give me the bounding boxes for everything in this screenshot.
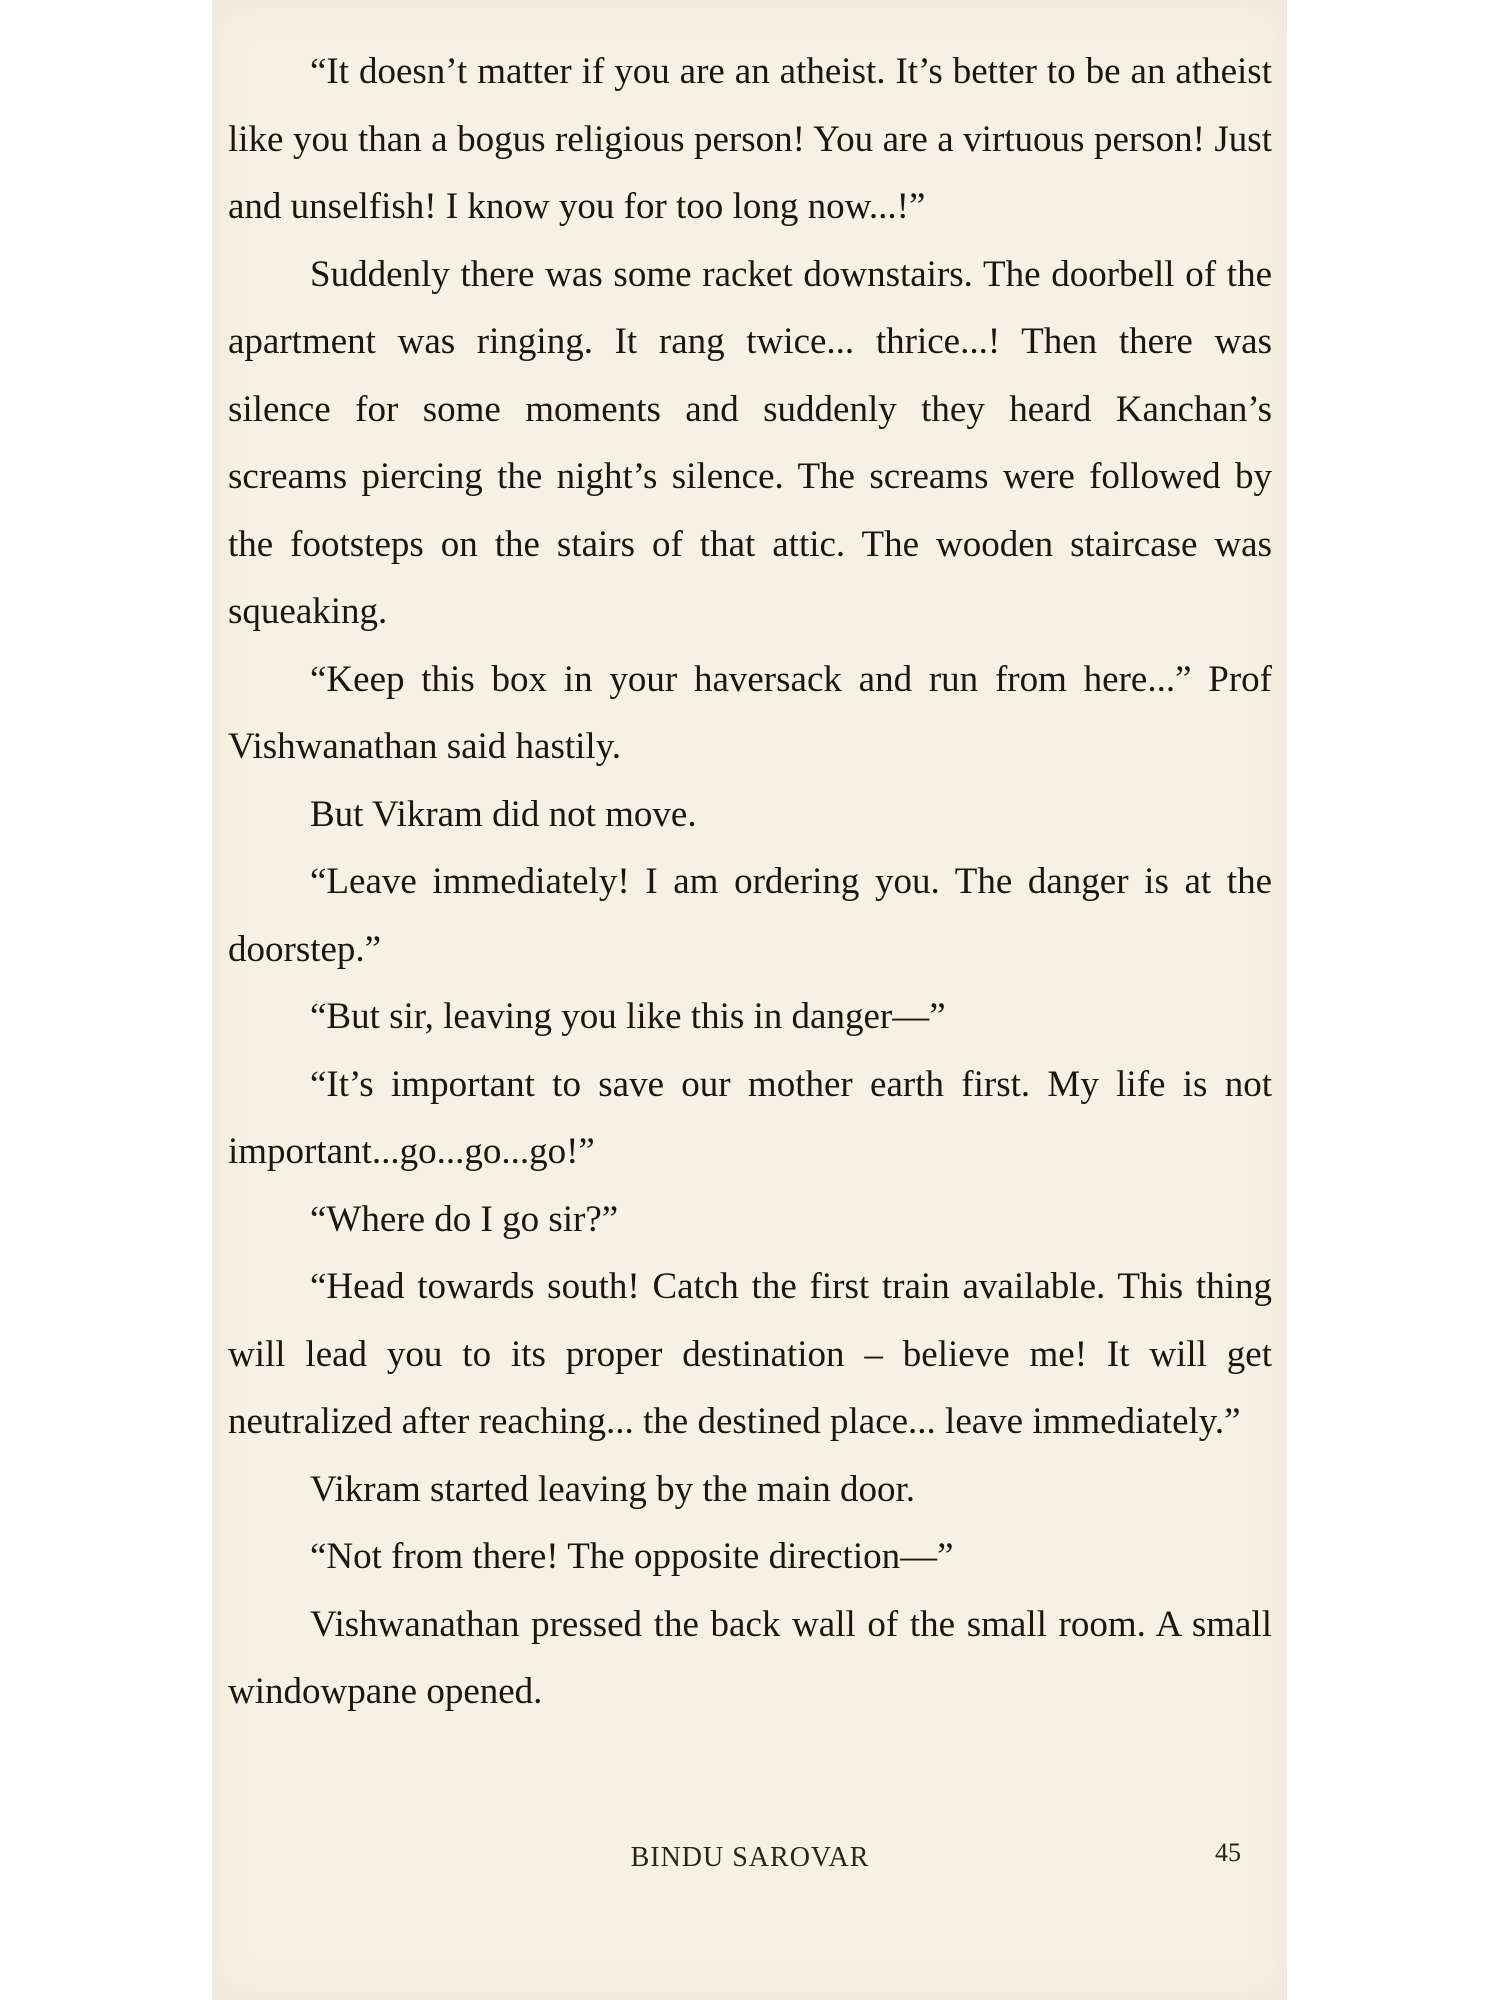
paragraph: “Keep this box in your haversack and run from here...” Prof Vishwanathan said hastily. [228, 658, 1272, 767]
paragraph: “Leave immediately! I am ordering you. The danger is at the doorstep.” [228, 861, 1272, 970]
body-text [228, 38, 1272, 1726]
paragraph: Suddenly there was some racket downstairs. The doorbell of the apartment was ringing. It rang twice... thrice...! Then there was silence for some moments and suddenly they heard Kanchan’s screams piercing the night’s silence. The screams were followed by the footsteps on the stairs of that attic. The wooden staircase was squeaking. [228, 253, 1272, 632]
paragraph: “It doesn’t matter if you are an atheist. It’s better to be an atheist like you than a bogus religious person! You are a virtuous person! Just and unselfish! I know you for too long now...!” [228, 51, 1272, 227]
paragraph: Vishwanathan pressed the back wall of the small room. A small windowpane opened. [228, 1603, 1272, 1712]
paragraph: “Where do I go sir?” [310, 1198, 619, 1240]
paragraph: Vikram started leaving by the main door. [310, 1468, 916, 1510]
paragraph: “Not from there! The opposite direction—” [310, 1536, 954, 1577]
paragraph: “But sir, leaving you like this in danger—” [310, 996, 946, 1037]
paragraph: “It’s important to save our mother earth first. My life is not important...go...go...go!” [228, 1063, 1272, 1172]
running-footer-title: BINDU SAROVAR [630, 1842, 870, 1873]
page-number: 45 [1215, 1838, 1241, 1867]
paragraph: But Vikram did not move. [310, 793, 697, 835]
paragraph: “Head towards south! Catch the first train available. This thing will lead you to its proper destination – believe me! It will get neutralized after reaching... the destined place... leave immediately.” [228, 1266, 1272, 1442]
